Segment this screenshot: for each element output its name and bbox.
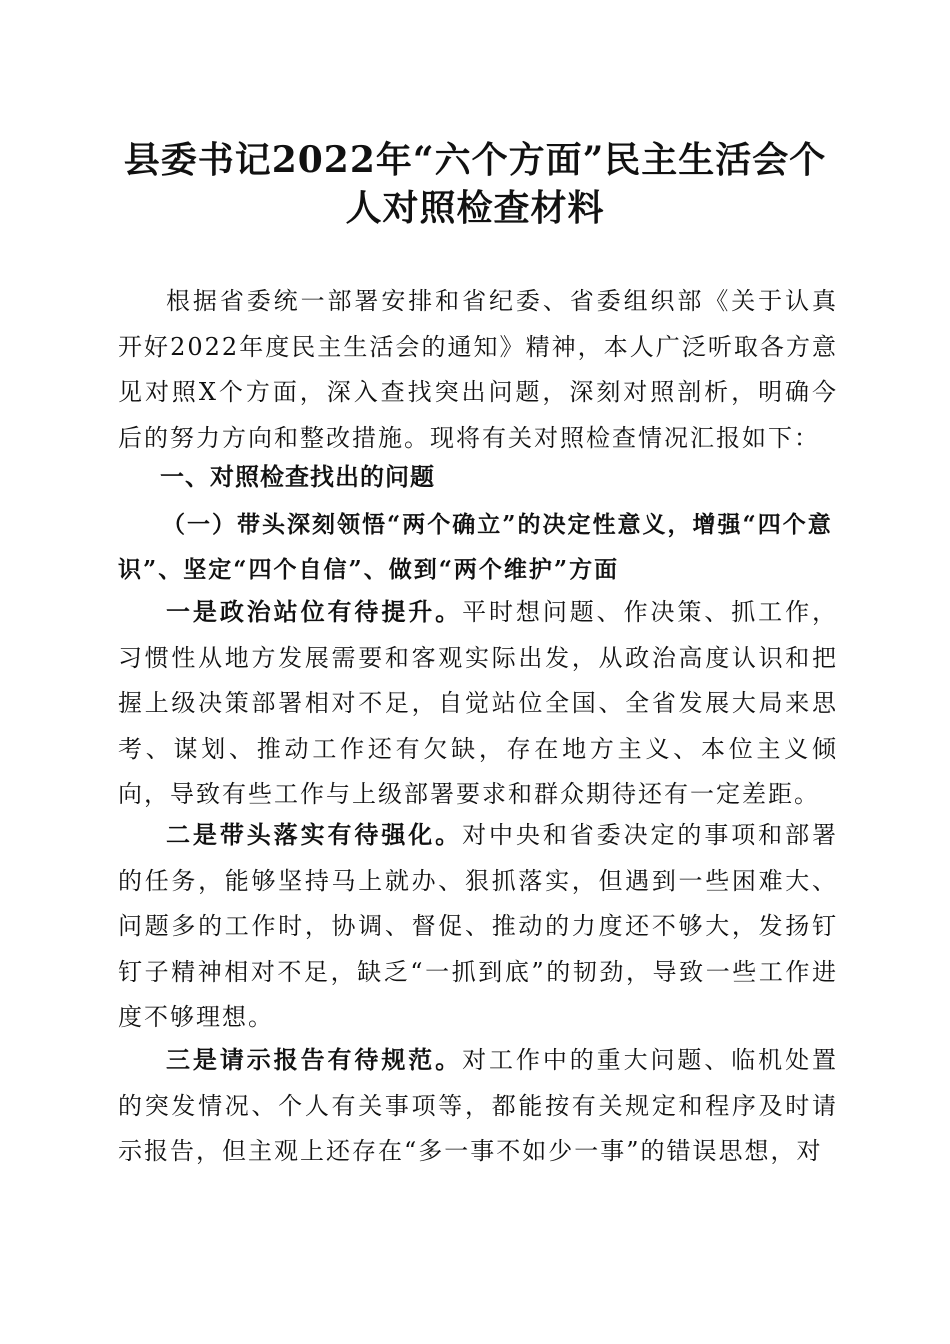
intro-paragraph: 根据省委统一部署安排和省纪委、省委组织部《关于认真开好2022年度民主生活会的通知》精神，本人广泛听取各方意见对照X个方面，深入查找突出问题，深刻对照剖析，明确今后的努力方向和整改措施。现将有关对照检查情况汇报如下： bbox=[118, 287, 838, 452]
paragraph-1-lead: 一是政治站位有待提升。 bbox=[166, 597, 463, 626]
subsection-heading: （一）带头深刻领悟“两个确立”的决定性意义，增强“四个意识”、坚定“四个自信”、做到“两个维护”方面 bbox=[118, 511, 833, 583]
paragraph-3 bbox=[118, 1037, 838, 1175]
section-heading: 一、对照检查找出的问题 bbox=[160, 463, 435, 491]
document-title-line2: 人对照检查材料 bbox=[345, 187, 605, 229]
paragraph-1-text: 平时想问题、作决策、抓工作，习惯性从地方发展需要和客观实际出发，从政治高度认识和把握上级决策部署相对不足，自觉站位全国、全省发展大局来思考、谋划、推动工作还有欠缺，存在地方主义、本位主义倾向，导致有些工作与上级部署要求和群众期待还有一定差距。 bbox=[118, 598, 839, 808]
paragraph-2 bbox=[118, 812, 838, 1041]
paragraph-1 bbox=[118, 589, 838, 818]
paragraph-2-lead: 二是带头落实有待强化。 bbox=[166, 820, 463, 849]
paragraph-3-lead: 三是请示报告有待规范。 bbox=[166, 1045, 463, 1074]
paragraph-2-text: 对中央和省委决定的事项和部署的任务，能够坚持马上就办、狠抓落实，但遇到一些困难大、问题多的工作时，协调、督促、推动的力度还不够大，发扬钉钉子精神相对不足，缺乏“一抓到底”的韧劲，导致一些工作进度不够理想。 bbox=[118, 821, 839, 1031]
document-title-line1: 县委书记2022年“六个方面”民主生活会个 bbox=[123, 139, 827, 181]
paragraph-3-text: 对工作中的重大问题、临机处置的突发情况、个人有关事项等，都能按有关规定和程序及时请示报告，但主观上还存在“多一事不如少一事”的错误思想，对 bbox=[118, 1046, 839, 1165]
